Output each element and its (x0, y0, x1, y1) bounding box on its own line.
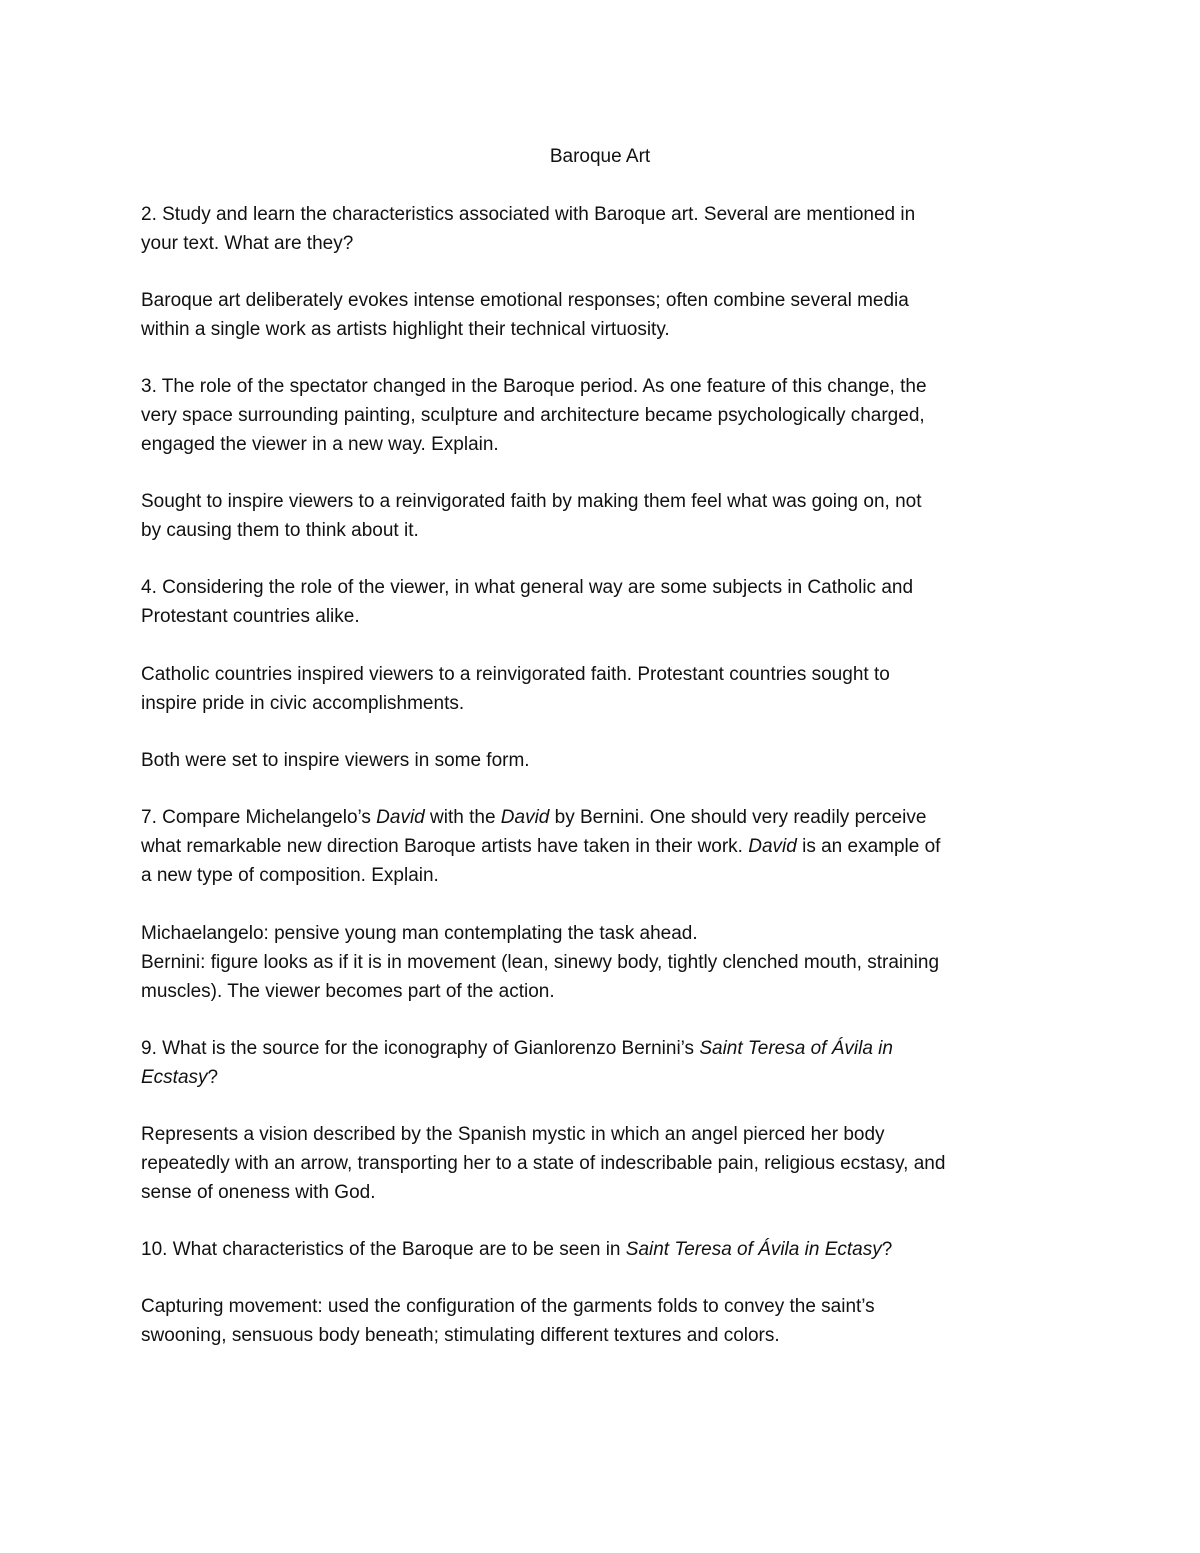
answer-10-line-2: swooning, sensuous body beneath; stimulating different textures and colors. (141, 1325, 780, 1346)
question-10-text: 10. What characteristics of the Baroque are to be seen in (141, 1239, 626, 1260)
question-10-text: ? (881, 1239, 893, 1260)
question-7-text: with the (424, 807, 501, 828)
answer-7-line-2: Bernini: figure looks as if it is in movement (lean, sinewy body, tightly clenched mouth, straining (141, 952, 940, 973)
question-7-text: is an example of (796, 836, 941, 857)
answer-2-line-2: within a single work as artists highlight their technical virtuosity. (141, 319, 670, 340)
work-title-saint-teresa: Saint Teresa of Ávila in Ectasy (625, 1239, 882, 1260)
answer-3-line-1: Sought to inspire viewers to a reinvigorated faith by making them feel what was going on, not (141, 491, 922, 512)
answer-7-line-3: muscles). The viewer becomes part of the action. (141, 981, 555, 1002)
answer-7-line-1: Michaelangelo: pensive young man contemplating the task ahead. (141, 923, 698, 944)
answer-9-line-3: sense of oneness with God. (141, 1182, 376, 1203)
question-7-text: 7. Compare Michelangelo’s (141, 807, 377, 828)
question-4-line-1: 4. Considering the role of the viewer, in what general way are some subjects in Catholic and (141, 577, 914, 598)
question-9-line-2 (141, 1063, 1071, 1092)
question-9-text: 9. What is the source for the iconography of Gianlorenzo Bernini’s (141, 1038, 700, 1059)
question-10-line-1 (141, 1235, 1071, 1264)
question-2-line-1: 2. Study and learn the characteristics associated with Baroque art. Several are mentioned in (141, 204, 916, 225)
work-title-david: David (748, 836, 797, 857)
question-10 (141, 1235, 1071, 1264)
question-3-line-1: 3. The role of the spectator changed in the Baroque period. As one feature of this change, the (141, 376, 927, 397)
answer-3-line-2: by causing them to think about it. (141, 520, 419, 541)
work-title-david: David (376, 807, 425, 828)
question-9-line-1 (141, 1034, 1071, 1063)
answer-4-line-1: Catholic countries inspired viewers to a reinvigorated faith. Protestant countries sought to (141, 664, 890, 685)
question-7-line-2 (141, 832, 1071, 861)
question-7-text: by Bernini. One should very readily perceive (549, 807, 927, 828)
question-4 (141, 573, 1071, 631)
work-title-david: David (500, 807, 550, 828)
question-3-line-3: engaged the viewer in a new way. Explain. (141, 434, 499, 455)
answer-9 (141, 1120, 1071, 1207)
document-title: Baroque Art (549, 146, 651, 167)
answer-3 (141, 487, 1071, 545)
work-title-saint-teresa: Saint Teresa of Ávila in (699, 1038, 893, 1059)
question-7-line-3: a new type of composition. Explain. (141, 865, 439, 886)
question-9 (141, 1034, 1071, 1092)
question-7-line-1 (141, 803, 1071, 832)
answer-9-line-2: repeatedly with an arrow, transporting her to a state of indescribable pain, religious ecstasy, and (141, 1153, 946, 1174)
question-2 (141, 200, 1071, 258)
question-2-line-2: your text. What are they? (141, 233, 354, 254)
answer-9-line-1: Represents a vision described by the Spanish mystic in which an angel pierced her body (141, 1124, 885, 1145)
question-4-line-2: Protestant countries alike. (141, 606, 360, 627)
answer-4-conclusion-line: Both were set to inspire viewers in some form. (141, 750, 530, 771)
question-7 (141, 803, 1071, 890)
answer-10-line-1: Capturing movement: used the configuration of the garments folds to convey the saint’s (141, 1296, 875, 1317)
question-7-text: what remarkable new direction Baroque artists have taken in their work. (141, 836, 749, 857)
answer-10 (141, 1292, 1071, 1350)
answer-4 (141, 660, 1071, 718)
question-3-line-2: very space surrounding painting, sculpture and architecture became psychologically charged, (141, 405, 925, 426)
answer-4-conclusion (141, 746, 1071, 775)
work-title-saint-teresa: Ecstasy (141, 1067, 208, 1088)
answer-2-line-1: Baroque art deliberately evokes intense emotional responses; often combine several media (141, 290, 909, 311)
question-3 (141, 372, 1071, 459)
question-9-text: ? (207, 1067, 219, 1088)
answer-7 (141, 919, 1071, 1006)
answer-2 (141, 286, 1071, 344)
answer-4-line-2: inspire pride in civic accomplishments. (141, 693, 465, 714)
